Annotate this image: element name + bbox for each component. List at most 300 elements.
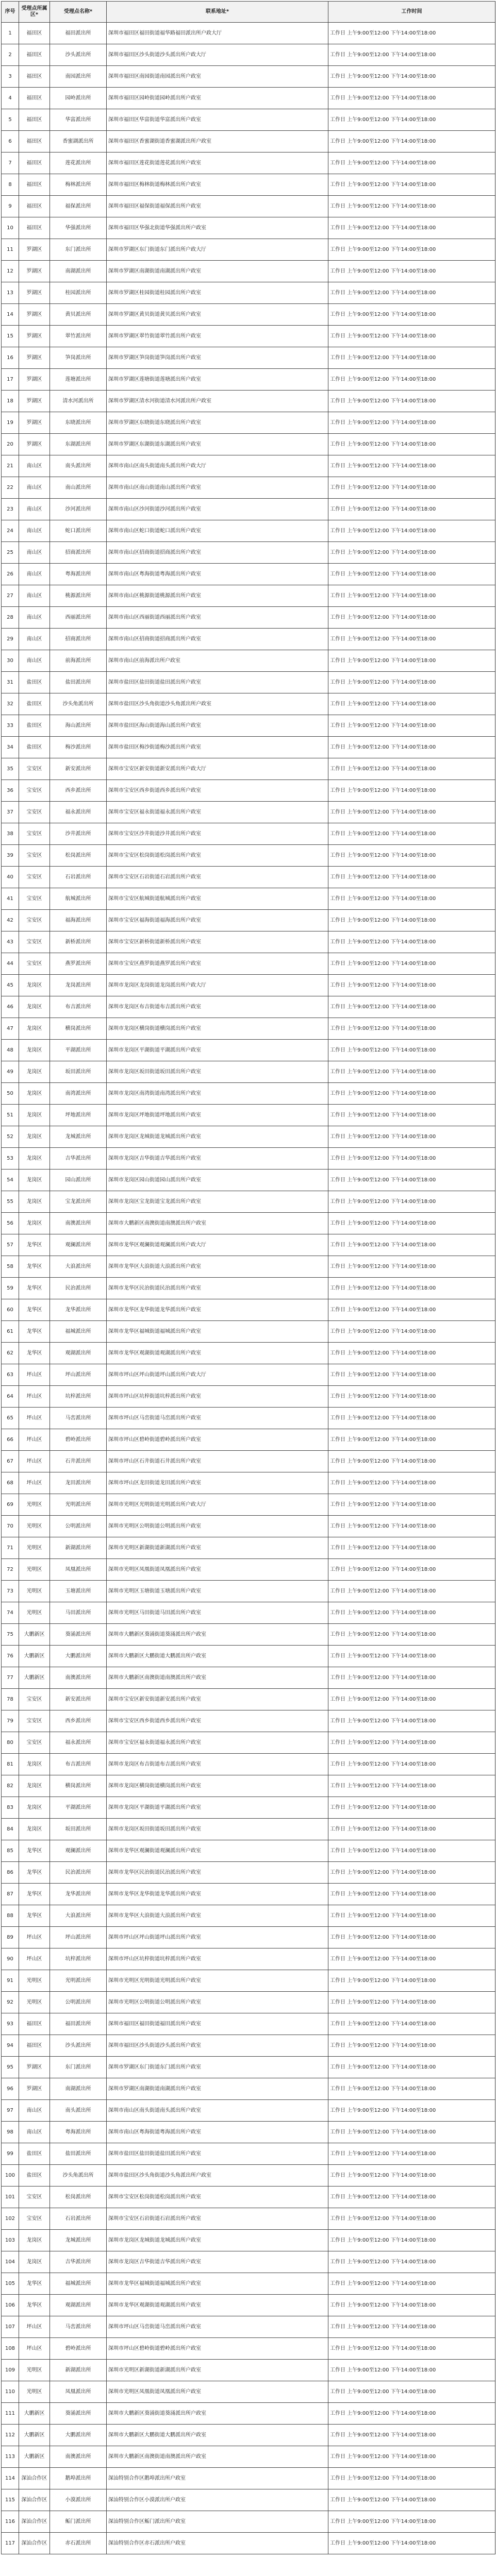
cell-hours: 工作日 上午9:00至12:00 下午14:00至18:00 <box>328 23 495 44</box>
cell-area: 福田区 <box>19 217 50 239</box>
cell-no: 36 <box>2 780 19 802</box>
cell-hours: 工作日 上午9:00至12:00 下午14:00至18:00 <box>328 1927 495 1948</box>
cell-hours: 工作日 上午9:00至12:00 下午14:00至18:00 <box>328 1732 495 1754</box>
cell-name: 西乡派出所 <box>50 780 107 802</box>
cell-no: 48 <box>2 1040 19 1061</box>
cell-address: 深圳市福田区华强北街道华强派出所户政室 <box>107 217 328 239</box>
cell-hours: 工作日 上午9:00至12:00 下午14:00至18:00 <box>328 109 495 131</box>
cell-name: 燕罗派出所 <box>50 953 107 975</box>
cell-no: 20 <box>2 434 19 455</box>
cell-hours: 工作日 上午9:00至12:00 下午14:00至18:00 <box>328 1321 495 1343</box>
cell-no: 90 <box>2 1948 19 1970</box>
cell-no: 42 <box>2 910 19 931</box>
cell-name: 坂田派出所 <box>50 1819 107 1840</box>
cell-no: 96 <box>2 2078 19 2100</box>
cell-address: 深圳市坪山区碧岭街道碧岭派出所户政室 <box>107 2338 328 2360</box>
cell-no: 72 <box>2 1559 19 1581</box>
cell-hours: 工作日 上午9:00至12:00 下午14:00至18:00 <box>328 1061 495 1083</box>
cell-no: 34 <box>2 737 19 758</box>
cell-no: 55 <box>2 1191 19 1213</box>
cell-hours: 工作日 上午9:00至12:00 下午14:00至18:00 <box>328 477 495 499</box>
cell-name: 公明派出所 <box>50 1516 107 1537</box>
cell-name: 坑梓派出所 <box>50 1386 107 1408</box>
cell-hours: 工作日 上午9:00至12:00 下午14:00至18:00 <box>328 1840 495 1862</box>
cell-address: 深圳市盐田区沙头角街道沙头角派出所户政室 <box>107 693 328 715</box>
cell-name: 园山派出所 <box>50 1170 107 1191</box>
cell-address: 深圳市坪山区马峦街道马峦派出所户政室 <box>107 2316 328 2338</box>
cell-name: 坂田派出所 <box>50 1061 107 1083</box>
table-row <box>2 1559 495 1581</box>
cell-hours: 工作日 上午9:00至12:00 下午14:00至18:00 <box>328 2360 495 2381</box>
cell-name: 石岩派出所 <box>50 2208 107 2230</box>
cell-name: 坪地派出所 <box>50 1105 107 1126</box>
cell-no: 101 <box>2 2187 19 2208</box>
table-row <box>2 1710 495 1732</box>
cell-no: 63 <box>2 1364 19 1386</box>
cell-no: 112 <box>2 2425 19 2446</box>
cell-area: 光明区 <box>19 1602 50 1624</box>
cell-address: 深圳市南山区桃源街道桃源派出所户政室 <box>107 585 328 607</box>
cell-hours: 工作日 上午9:00至12:00 下午14:00至18:00 <box>328 1148 495 1170</box>
cell-name: 蛇口派出所 <box>50 520 107 542</box>
cell-address: 深圳市罗湖区东门街道东门派出所户政室 <box>107 2057 328 2078</box>
table-row <box>2 196 495 217</box>
table-row <box>2 347 495 369</box>
table-row <box>2 910 495 931</box>
table-row <box>2 455 495 477</box>
table-row <box>2 282 495 304</box>
cell-no: 80 <box>2 1732 19 1754</box>
cell-address: 深圳市光明区凤凰街道凤凰派出所户政室 <box>107 2381 328 2403</box>
cell-hours: 工作日 上午9:00至12:00 下午14:00至18:00 <box>328 520 495 542</box>
cell-address: 深圳市龙岗区坂田街道坂田派出所户政室 <box>107 1061 328 1083</box>
cell-name: 新桥派出所 <box>50 931 107 953</box>
cell-name: 坪山派出所 <box>50 1927 107 1948</box>
cell-name: 东门派出所 <box>50 2057 107 2078</box>
cell-hours: 工作日 上午9:00至12:00 下午14:00至18:00 <box>328 650 495 672</box>
table-row <box>2 2425 495 2446</box>
cell-area: 龙岗区 <box>19 1105 50 1126</box>
cell-address: 深圳市坪山区马峦街道马峦派出所户政室 <box>107 1408 328 1429</box>
table-row <box>2 1948 495 1970</box>
cell-address: 深圳市坪山区坑梓街道坑梓派出所户政室 <box>107 1948 328 1970</box>
cell-area: 坪山区 <box>19 1451 50 1472</box>
cell-name: 黄贝派出所 <box>50 304 107 326</box>
cell-area: 罗湖区 <box>19 391 50 412</box>
cell-address: 深圳市坪山区石井街道石井派出所户政室 <box>107 1451 328 1472</box>
cell-area: 宝安区 <box>19 2208 50 2230</box>
header-area: 受理点所属区* <box>19 2 50 23</box>
cell-no: 62 <box>2 1343 19 1364</box>
cell-address: 深圳市大鹏新区大鹏街道大鹏派出所户政室 <box>107 1646 328 1667</box>
cell-name: 鲘门派出所 <box>50 2511 107 2533</box>
cell-address: 深圳市龙岗区平湖街道平湖派出所户政室 <box>107 1040 328 1061</box>
table-row <box>2 2468 495 2489</box>
cell-area: 龙岗区 <box>19 1148 50 1170</box>
cell-address: 深圳市盐田区海山街道海山派出所户政室 <box>107 715 328 737</box>
cell-area: 罗湖区 <box>19 412 50 434</box>
cell-address: 深圳市龙华区福城街道福城派出所户政室 <box>107 1321 328 1343</box>
table-row <box>2 2403 495 2425</box>
cell-area: 盐田区 <box>19 715 50 737</box>
cell-no: 88 <box>2 1905 19 1927</box>
cell-address: 深圳市龙华区观湖街道观湖派出所户政室 <box>107 2295 328 2316</box>
table-row <box>2 2165 495 2187</box>
table-row <box>2 2489 495 2511</box>
cell-name: 石岩派出所 <box>50 867 107 888</box>
table-row <box>2 1862 495 1884</box>
cell-hours: 工作日 上午9:00至12:00 下午14:00至18:00 <box>328 802 495 823</box>
cell-area: 深汕合作区 <box>19 2533 50 2554</box>
cell-name: 桂园派出所 <box>50 282 107 304</box>
table-row <box>2 780 495 802</box>
cell-area: 盐田区 <box>19 672 50 693</box>
cell-hours: 工作日 上午9:00至12:00 下午14:00至18:00 <box>328 2338 495 2360</box>
cell-hours: 工作日 上午9:00至12:00 下午14:00至18:00 <box>328 2295 495 2316</box>
cell-address: 深圳市宝安区沙井街道沙井派出所户政室 <box>107 823 328 845</box>
cell-name: 葵涌派出所 <box>50 1624 107 1646</box>
cell-no: 54 <box>2 1170 19 1191</box>
cell-address: 深圳市龙岗区龙岗街道龙岗派出所户政大厅 <box>107 975 328 996</box>
table-row <box>2 715 495 737</box>
cell-hours: 工作日 上午9:00至12:00 下午14:00至18:00 <box>328 1754 495 1775</box>
cell-name: 横岗派出所 <box>50 1018 107 1040</box>
cell-hours: 工作日 上午9:00至12:00 下午14:00至18:00 <box>328 2208 495 2230</box>
cell-area: 龙华区 <box>19 1862 50 1884</box>
cell-area: 光明区 <box>19 1970 50 1992</box>
cell-area: 光明区 <box>19 2381 50 2403</box>
cell-hours: 工作日 上午9:00至12:00 下午14:00至18:00 <box>328 347 495 369</box>
cell-name: 沙头派出所 <box>50 2035 107 2057</box>
cell-name: 碧岭派出所 <box>50 1429 107 1451</box>
cell-name: 南头派出所 <box>50 455 107 477</box>
cell-area: 大鹏新区 <box>19 2425 50 2446</box>
cell-name: 招商派出所 <box>50 542 107 564</box>
cell-hours: 工作日 上午9:00至12:00 下午14:00至18:00 <box>328 2078 495 2100</box>
cell-name: 龙华派出所 <box>50 1884 107 1905</box>
table-row <box>2 1386 495 1408</box>
cell-no: 108 <box>2 2338 19 2360</box>
cell-area: 龙岗区 <box>19 1775 50 1797</box>
cell-name: 福永派出所 <box>50 1732 107 1754</box>
cell-name: 福田派出所 <box>50 2013 107 2035</box>
table-row <box>2 2273 495 2295</box>
cell-name: 龙城派出所 <box>50 2230 107 2251</box>
cell-address: 深圳市宝安区西乡街道西乡派出所户政室 <box>107 1710 328 1732</box>
cell-name: 龙华派出所 <box>50 1299 107 1321</box>
cell-name: 龙城派出所 <box>50 1126 107 1148</box>
table-row <box>2 1321 495 1343</box>
cell-no: 77 <box>2 1667 19 1689</box>
cell-address: 深圳市光明区马田街道马田派出所户政室 <box>107 1602 328 1624</box>
cell-address: 深圳市宝安区松岗街道松岗派出所户政室 <box>107 2187 328 2208</box>
cell-no: 78 <box>2 1689 19 1710</box>
table-row <box>2 758 495 780</box>
cell-hours: 工作日 上午9:00至12:00 下午14:00至18:00 <box>328 2446 495 2468</box>
cell-area: 宝安区 <box>19 2187 50 2208</box>
cell-hours: 工作日 上午9:00至12:00 下午14:00至18:00 <box>328 2273 495 2295</box>
cell-area: 光明区 <box>19 1559 50 1581</box>
cell-area: 盐田区 <box>19 737 50 758</box>
cell-hours: 工作日 上午9:00至12:00 下午14:00至18:00 <box>328 1667 495 1689</box>
cell-no: 21 <box>2 455 19 477</box>
table-row <box>2 1927 495 1948</box>
cell-area: 光明区 <box>19 1494 50 1516</box>
cell-no: 46 <box>2 996 19 1018</box>
cell-area: 光明区 <box>19 1516 50 1537</box>
cell-area: 罗湖区 <box>19 2078 50 2100</box>
cell-area: 宝安区 <box>19 953 50 975</box>
cell-address: 深圳市宝安区新安街道新安派出所户政大厅 <box>107 758 328 780</box>
cell-hours: 工作日 上午9:00至12:00 下午14:00至18:00 <box>328 1905 495 1927</box>
table-row <box>2 2511 495 2533</box>
cell-name: 宝龙派出所 <box>50 1191 107 1213</box>
cell-no: 95 <box>2 2057 19 2078</box>
cell-name: 沙头角派出所 <box>50 2165 107 2187</box>
cell-no: 50 <box>2 1083 19 1105</box>
cell-name: 莲花派出所 <box>50 152 107 174</box>
cell-address: 深圳市光明区玉塘街道玉塘派出所户政室 <box>107 1581 328 1602</box>
cell-address: 深圳市罗湖区东湖街道东湖派出所户政室 <box>107 434 328 455</box>
cell-hours: 工作日 上午9:00至12:00 下午14:00至18:00 <box>328 693 495 715</box>
cell-name: 香蜜湖派出所 <box>50 131 107 152</box>
table-row <box>2 2295 495 2316</box>
cell-hours: 工作日 上午9:00至12:00 下午14:00至18:00 <box>328 1689 495 1710</box>
cell-no: 70 <box>2 1516 19 1537</box>
cell-area: 宝安区 <box>19 1732 50 1754</box>
cell-area: 福田区 <box>19 44 50 66</box>
cell-name: 盐田派出所 <box>50 2143 107 2165</box>
table-row <box>2 88 495 109</box>
cell-address: 深圳市龙岗区坪地街道坪地派出所户政室 <box>107 1105 328 1126</box>
table-row <box>2 888 495 910</box>
cell-area: 龙华区 <box>19 1884 50 1905</box>
cell-no: 26 <box>2 564 19 585</box>
cell-address: 深圳市宝安区福永街道福永派出所户政室 <box>107 802 328 823</box>
cell-area: 罗湖区 <box>19 326 50 347</box>
cell-no: 33 <box>2 715 19 737</box>
cell-no: 15 <box>2 326 19 347</box>
cell-area: 南山区 <box>19 564 50 585</box>
cell-address: 深圳市宝安区石岩街道石岩派出所户政室 <box>107 867 328 888</box>
cell-hours: 工作日 上午9:00至12:00 下午14:00至18:00 <box>328 2013 495 2035</box>
cell-address: 深圳市龙华区民治街道民治派出所户政室 <box>107 1862 328 1884</box>
cell-area: 罗湖区 <box>19 261 50 282</box>
cell-area: 坪山区 <box>19 1948 50 1970</box>
cell-no: 3 <box>2 66 19 88</box>
cell-hours: 工作日 上午9:00至12:00 下午14:00至18:00 <box>328 1581 495 1602</box>
cell-name: 沙井派出所 <box>50 823 107 845</box>
cell-hours: 工作日 上午9:00至12:00 下午14:00至18:00 <box>328 1646 495 1667</box>
cell-address: 深圳市坪山区坪山街道坪山派出所户政大厅 <box>107 1364 328 1386</box>
cell-no: 31 <box>2 672 19 693</box>
table-row <box>2 239 495 261</box>
cell-area: 坪山区 <box>19 2338 50 2360</box>
table-row <box>2 1429 495 1451</box>
cell-address: 深圳市南山区西丽街道西丽派出所户政室 <box>107 607 328 629</box>
cell-hours: 工作日 上午9:00至12:00 下午14:00至18:00 <box>328 2468 495 2489</box>
cell-name: 光明派出所 <box>50 1494 107 1516</box>
cell-address: 深圳市龙岗区南湾街道南湾派出所户政室 <box>107 1083 328 1105</box>
cell-no: 87 <box>2 1884 19 1905</box>
cell-area: 龙岗区 <box>19 1754 50 1775</box>
table-row <box>2 1408 495 1429</box>
table-row <box>2 2035 495 2057</box>
cell-name: 航城派出所 <box>50 888 107 910</box>
cell-address: 深圳市福田区莲花街道莲花派出所户政室 <box>107 152 328 174</box>
cell-no: 92 <box>2 1992 19 2013</box>
cell-address: 深圳市南山区前海派出所户政室 <box>107 650 328 672</box>
cell-no: 100 <box>2 2165 19 2187</box>
cell-area: 光明区 <box>19 2360 50 2381</box>
cell-hours: 工作日 上午9:00至12:00 下午14:00至18:00 <box>328 1040 495 1061</box>
cell-hours: 工作日 上午9:00至12:00 下午14:00至18:00 <box>328 737 495 758</box>
cell-address: 深圳市光明区凤凰街道凤凰派出所户政室 <box>107 1559 328 1581</box>
cell-no: 91 <box>2 1970 19 1992</box>
cell-area: 大鹏新区 <box>19 2446 50 2468</box>
cell-hours: 工作日 上午9:00至12:00 下午14:00至18:00 <box>328 1516 495 1537</box>
cell-name: 坪山派出所 <box>50 1364 107 1386</box>
cell-name: 粤海派出所 <box>50 564 107 585</box>
cell-hours: 工作日 上午9:00至12:00 下午14:00至18:00 <box>328 2230 495 2251</box>
table-row <box>2 585 495 607</box>
cell-address: 深圳市龙岗区宝龙街道宝龙派出所户政室 <box>107 1191 328 1213</box>
cell-address: 深圳市福田区园岭街道园岭派出所户政室 <box>107 88 328 109</box>
cell-area: 福田区 <box>19 66 50 88</box>
cell-hours: 工作日 上午9:00至12:00 下午14:00至18:00 <box>328 1408 495 1429</box>
cell-name: 玉塘派出所 <box>50 1581 107 1602</box>
table-row <box>2 1754 495 1775</box>
table-row <box>2 2533 495 2554</box>
cell-hours: 工作日 上午9:00至12:00 下午14:00至18:00 <box>328 1018 495 1040</box>
cell-address: 深圳市龙华区龙华街道龙华派出所户政室 <box>107 1299 328 1321</box>
cell-hours: 工作日 上午9:00至12:00 下午14:00至18:00 <box>328 1992 495 2013</box>
cell-area: 福田区 <box>19 2013 50 2035</box>
table-row <box>2 1299 495 1321</box>
cell-no: 43 <box>2 931 19 953</box>
table-row <box>2 867 495 888</box>
cell-hours: 工作日 上午9:00至12:00 下午14:00至18:00 <box>328 1429 495 1451</box>
cell-hours: 工作日 上午9:00至12:00 下午14:00至18:00 <box>328 629 495 650</box>
cell-address: 深圳市龙岗区龙城街道龙城派出所户政室 <box>107 2230 328 2251</box>
cell-no: 23 <box>2 499 19 520</box>
cell-address: 深圳市龙华区民治街道民治派出所户政室 <box>107 1278 328 1299</box>
cell-hours: 工作日 上午9:00至12:00 下午14:00至18:00 <box>328 1537 495 1559</box>
cell-hours: 工作日 上午9:00至12:00 下午14:00至18:00 <box>328 217 495 239</box>
cell-name: 海山派出所 <box>50 715 107 737</box>
cell-no: 86 <box>2 1862 19 1884</box>
cell-address: 深汕特别合作区鹅埠派出所户政室 <box>107 2468 328 2489</box>
cell-name: 龙田派出所 <box>50 1472 107 1494</box>
table-row <box>2 369 495 391</box>
cell-hours: 工作日 上午9:00至12:00 下午14:00至18:00 <box>328 1213 495 1234</box>
cell-address: 深圳市龙华区观湖街道观湖派出所户政室 <box>107 1343 328 1364</box>
cell-name: 盐田派出所 <box>50 672 107 693</box>
cell-name: 新安派出所 <box>50 758 107 780</box>
cell-no: 109 <box>2 2360 19 2381</box>
cell-hours: 工作日 上午9:00至12:00 下午14:00至18:00 <box>328 542 495 564</box>
cell-name: 南湖派出所 <box>50 2078 107 2100</box>
cell-area: 坪山区 <box>19 1364 50 1386</box>
cell-address: 深圳市福田区福田街道福田派出所户政室 <box>107 2013 328 2035</box>
cell-address: 深圳市龙华区观澜街道观澜派出所户政室 <box>107 1840 328 1862</box>
cell-name: 新湖派出所 <box>50 1537 107 1559</box>
table-row <box>2 1278 495 1299</box>
cell-address: 深圳市坪山区坑梓街道坑梓派出所户政室 <box>107 1386 328 1408</box>
cell-address: 深圳市宝安区福永街道福永派出所户政室 <box>107 1732 328 1754</box>
table-row <box>2 1170 495 1191</box>
cell-name: 民治派出所 <box>50 1862 107 1884</box>
cell-no: 13 <box>2 282 19 304</box>
table-row <box>2 975 495 996</box>
cell-hours: 工作日 上午9:00至12:00 下午14:00至18:00 <box>328 1472 495 1494</box>
table-row <box>2 845 495 867</box>
table-row <box>2 2251 495 2273</box>
table-row <box>2 174 495 196</box>
table-row <box>2 1234 495 1256</box>
table-row <box>2 1126 495 1148</box>
cell-name: 马田派出所 <box>50 1602 107 1624</box>
table-row <box>2 672 495 693</box>
cell-address: 深圳市宝安区航城街道航城派出所户政室 <box>107 888 328 910</box>
table-row <box>2 1624 495 1646</box>
cell-address: 深圳市大鹏新区葵涌街道葵涌派出所户政室 <box>107 1624 328 1646</box>
table-row <box>2 261 495 282</box>
cell-no: 89 <box>2 1927 19 1948</box>
cell-hours: 工作日 上午9:00至12:00 下午14:00至18:00 <box>328 391 495 412</box>
cell-no: 111 <box>2 2403 19 2425</box>
cell-area: 龙华区 <box>19 1905 50 1927</box>
cell-area: 龙岗区 <box>19 1126 50 1148</box>
cell-name: 桃源派出所 <box>50 585 107 607</box>
cell-hours: 工作日 上午9:00至12:00 下午14:00至18:00 <box>328 239 495 261</box>
cell-no: 110 <box>2 2381 19 2403</box>
cell-name: 南澳派出所 <box>50 1667 107 1689</box>
cell-no: 4 <box>2 88 19 109</box>
cell-address: 深圳市光明区公明街道公明派出所户政室 <box>107 1992 328 2013</box>
cell-name: 福海派出所 <box>50 910 107 931</box>
cell-hours: 工作日 上午9:00至12:00 下午14:00至18:00 <box>328 607 495 629</box>
cell-name: 民治派出所 <box>50 1278 107 1299</box>
cell-hours: 工作日 上午9:00至12:00 下午14:00至18:00 <box>328 1775 495 1797</box>
cell-hours: 工作日 上午9:00至12:00 下午14:00至18:00 <box>328 2381 495 2403</box>
table-row <box>2 1040 495 1061</box>
cell-no: 102 <box>2 2208 19 2230</box>
table-row <box>2 1213 495 1234</box>
cell-address: 深圳市宝安区新安街道新安派出所户政室 <box>107 1689 328 1710</box>
cell-name: 福城派出所 <box>50 2273 107 2295</box>
cell-hours: 工作日 上午9:00至12:00 下午14:00至18:00 <box>328 975 495 996</box>
cell-name: 笋岗派出所 <box>50 347 107 369</box>
table-row <box>2 693 495 715</box>
cell-address: 深圳市宝安区松岗街道松岗派出所户政室 <box>107 845 328 867</box>
cell-area: 罗湖区 <box>19 369 50 391</box>
cell-name: 观湖派出所 <box>50 2295 107 2316</box>
cell-area: 龙岗区 <box>19 1040 50 1061</box>
cell-no: 5 <box>2 109 19 131</box>
table-row <box>2 2446 495 2468</box>
cell-no: 32 <box>2 693 19 715</box>
table-row <box>2 2338 495 2360</box>
cell-name: 南山派出所 <box>50 477 107 499</box>
cell-name: 南湖派出所 <box>50 261 107 282</box>
cell-hours: 工作日 上午9:00至12:00 下午14:00至18:00 <box>328 867 495 888</box>
cell-hours: 工作日 上午9:00至12:00 下午14:00至18:00 <box>328 499 495 520</box>
cell-address: 深圳市罗湖区莲塘街道莲塘派出所户政室 <box>107 369 328 391</box>
cell-no: 81 <box>2 1754 19 1775</box>
cell-area: 龙华区 <box>19 2273 50 2295</box>
cell-area: 坪山区 <box>19 2316 50 2338</box>
